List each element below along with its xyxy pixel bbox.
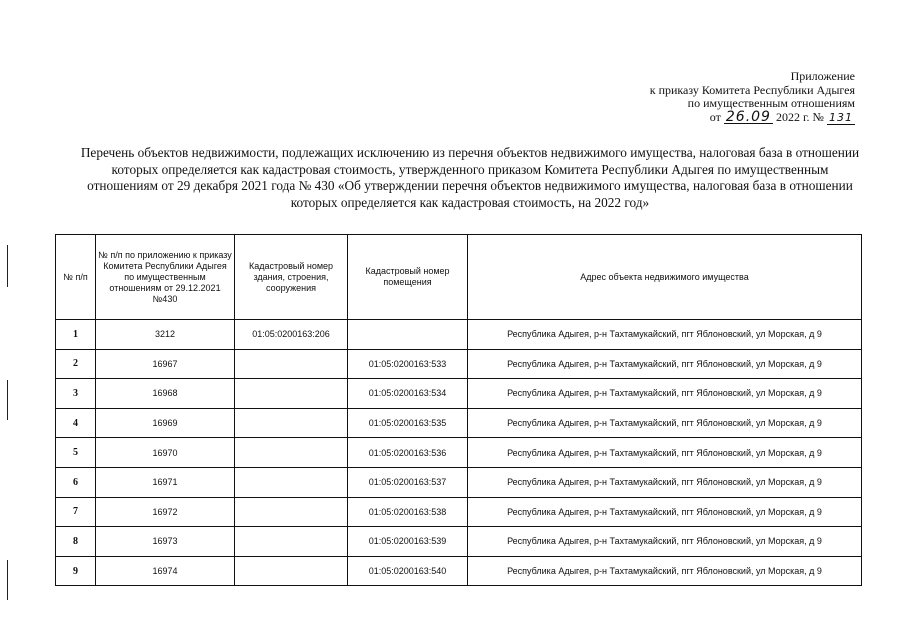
cell-address: Республика Адыгея, р-н Тахтамукайский, пгт Яблоновский, ул Морская, д 9 xyxy=(468,527,862,557)
header-room: Кадастровый номер помещения xyxy=(348,235,468,320)
cell-ref: 16968 xyxy=(96,379,235,409)
cell-ref: 16972 xyxy=(96,497,235,527)
header-ref: № п/п по приложению к приказу Комитета Республики Адыгея по имущественным отношениям от 29.12.2021 №430 xyxy=(96,235,235,320)
cell-room: 01:05:0200163:539 xyxy=(348,527,468,557)
date-prefix: от xyxy=(709,109,721,124)
document-title: Перечень объектов недвижимости, подлежащих исключению из перечня объектов недвижимого имущества, налоговая база в отношении которых определяется как кадастровая стоимость, утвержденного приказом Комитета Республики Адыгея по имущественным отношениям от 29 декабря 2021 года № 430 «Об утверждении перечня объектов недвижимого имущества, налоговая база в отношении которых определяется как кадастровая стоимость, на 2022 год» xyxy=(80,145,860,210)
cell-ref: 16971 xyxy=(96,467,235,497)
year-text: 2022 г. № xyxy=(775,109,824,124)
table-row xyxy=(56,556,862,586)
appendix-committee: по имущественным отношениям xyxy=(687,96,855,110)
table-header-row xyxy=(56,235,862,320)
cell-ref: 16967 xyxy=(96,349,235,379)
cell-building xyxy=(235,556,348,586)
cell-ref: 16970 xyxy=(96,438,235,468)
appendix-header xyxy=(650,70,855,125)
objects-table xyxy=(55,234,862,586)
scan-edge-mark xyxy=(7,245,8,287)
cell-num: 7 xyxy=(56,497,96,527)
header-building: Кадастровый номер здания, строения, сооружения xyxy=(235,235,348,320)
appendix-label: Приложение xyxy=(790,69,855,83)
cell-address: Республика Адыгея, р-н Тахтамукайский, пгт Яблоновский, ул Морская, д 9 xyxy=(468,556,862,586)
cell-num: 4 xyxy=(56,408,96,438)
cell-address: Республика Адыгея, р-н Тахтамукайский, пгт Яблоновский, ул Морская, д 9 xyxy=(468,467,862,497)
cell-num: 9 xyxy=(56,556,96,586)
cell-room: 01:05:0200163:535 xyxy=(348,408,468,438)
appendix-date-line xyxy=(709,108,855,125)
appendix-order-ref: к приказу Комитета Республики Адыгея xyxy=(649,82,855,97)
table-row xyxy=(56,497,862,527)
table-row xyxy=(56,408,862,438)
table-row xyxy=(56,527,862,557)
table-row xyxy=(56,379,862,409)
cell-num: 6 xyxy=(56,467,96,497)
header-address: Адрес объекта недвижимого имущества xyxy=(468,235,862,320)
cell-room xyxy=(348,320,468,350)
cell-building xyxy=(235,497,348,527)
cell-ref: 16973 xyxy=(96,527,235,557)
table-row xyxy=(56,349,862,379)
header-num: № п/п xyxy=(56,235,96,320)
cell-room: 01:05:0200163:538 xyxy=(348,497,468,527)
cell-ref: 16974 xyxy=(96,556,235,586)
cell-room: 01:05:0200163:533 xyxy=(348,349,468,379)
cell-address: Республика Адыгея, р-н Тахтамукайский, пгт Яблоновский, ул Морская, д 9 xyxy=(468,379,862,409)
handwritten-date: 26.09 xyxy=(725,108,771,125)
cell-num: 8 xyxy=(56,527,96,557)
cell-building xyxy=(235,527,348,557)
cell-num: 3 xyxy=(56,379,96,409)
cell-address: Республика Адыгея, р-н Тахтамукайский, пгт Яблоновский, ул Морская, д 9 xyxy=(468,320,862,350)
cell-building: 01:05:0200163:206 xyxy=(235,320,348,350)
cell-building xyxy=(235,349,348,379)
cell-num: 2 xyxy=(56,349,96,379)
scan-edge-mark xyxy=(7,380,8,420)
cell-ref: 3212 xyxy=(96,320,235,350)
cell-num: 1 xyxy=(56,320,96,350)
cell-building xyxy=(235,408,348,438)
cell-address: Республика Адыгея, р-н Тахтамукайский, пгт Яблоновский, ул Морская, д 9 xyxy=(468,408,862,438)
table-row xyxy=(56,438,862,468)
table-row xyxy=(56,467,862,497)
cell-address: Республика Адыгея, р-н Тахтамукайский, пгт Яблоновский, ул Морская, д 9 xyxy=(468,497,862,527)
cell-room: 01:05:0200163:536 xyxy=(348,438,468,468)
cell-room: 01:05:0200163:537 xyxy=(348,467,468,497)
cell-address: Республика Адыгея, р-н Тахтамукайский, пгт Яблоновский, ул Морская, д 9 xyxy=(468,349,862,379)
table-row xyxy=(56,320,862,350)
scan-edge-mark xyxy=(7,560,8,600)
cell-num: 5 xyxy=(56,438,96,468)
cell-building xyxy=(235,467,348,497)
cell-address: Республика Адыгея, р-н Тахтамукайский, пгт Яблоновский, ул Морская, д 9 xyxy=(468,438,862,468)
cell-building xyxy=(235,438,348,468)
cell-room: 01:05:0200163:534 xyxy=(348,379,468,409)
cell-building xyxy=(235,379,348,409)
handwritten-order-number: 131 xyxy=(829,110,853,124)
cell-ref: 16969 xyxy=(96,408,235,438)
cell-room: 01:05:0200163:540 xyxy=(348,556,468,586)
